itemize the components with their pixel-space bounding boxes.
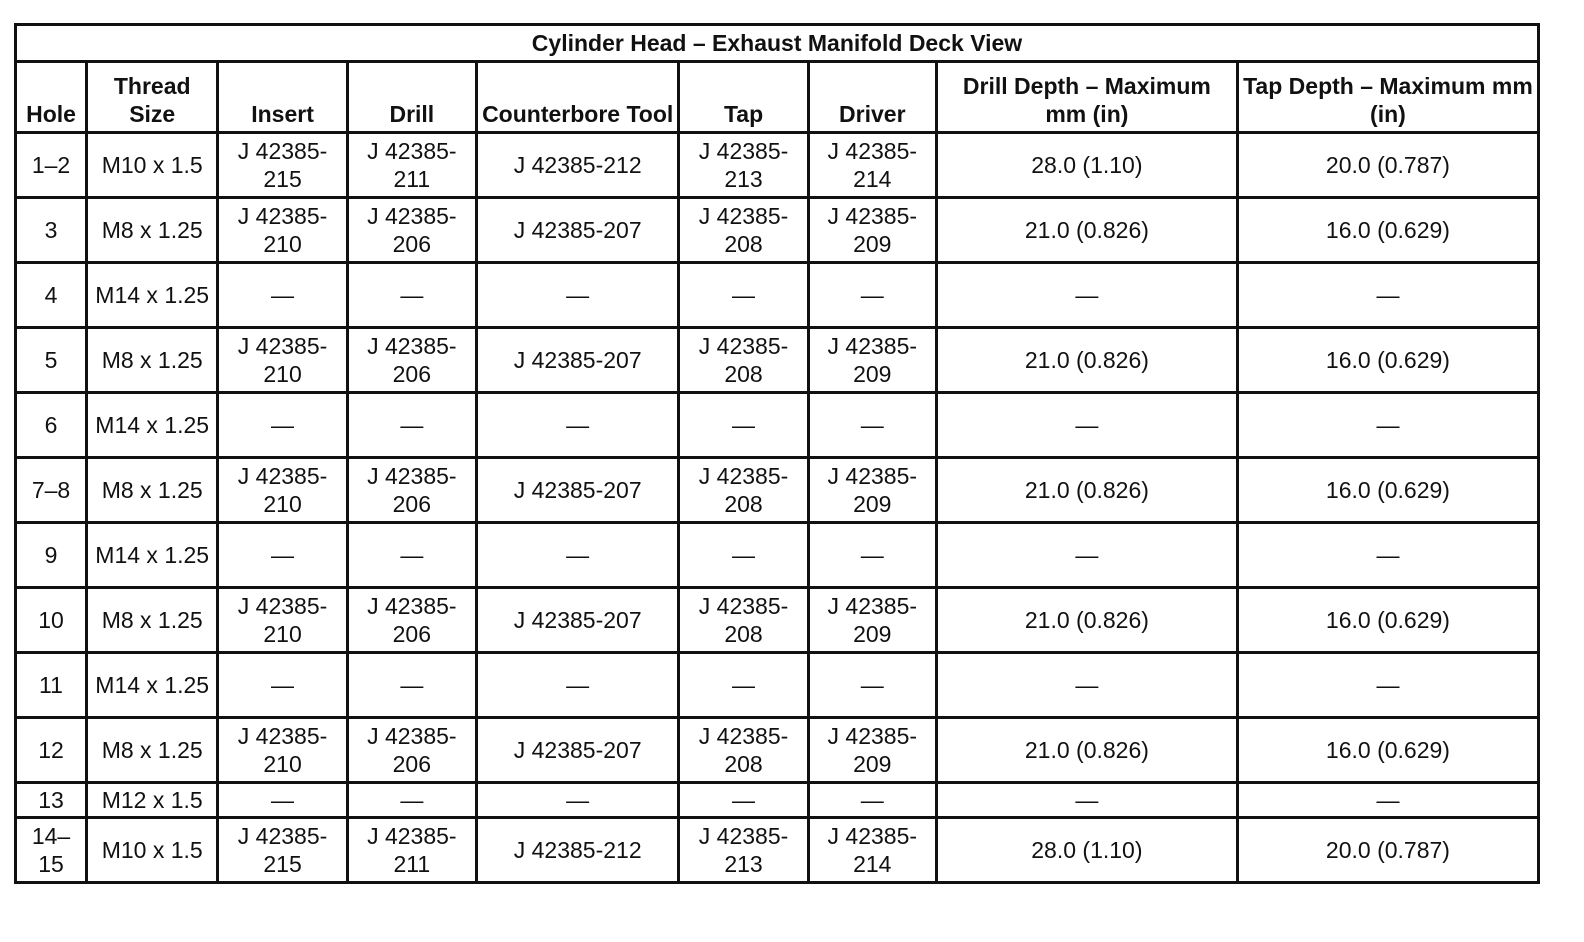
cell-thread-size: M8 x 1.25 xyxy=(87,198,218,263)
cell-insert: J 42385-210 xyxy=(218,198,347,263)
cell-drill-depth: — xyxy=(936,263,1237,328)
cell-thread-size: M14 x 1.25 xyxy=(87,653,218,718)
cell-drill-depth: 28.0 (1.10) xyxy=(936,133,1237,198)
spec-table xyxy=(14,23,1540,884)
cell-hole: 6 xyxy=(16,393,87,458)
cell-drill: J 42385-211 xyxy=(347,818,476,883)
cell-drill: J 42385-206 xyxy=(347,328,476,393)
cell-tap: — xyxy=(679,393,808,458)
table-row xyxy=(16,653,1539,718)
cell-drill-depth: — xyxy=(936,523,1237,588)
cell-counterbore-tool: — xyxy=(476,783,678,818)
cell-insert: — xyxy=(218,653,347,718)
table-row xyxy=(16,133,1539,198)
header-tap-depth: Tap Depth – Maximum mm (in) xyxy=(1237,62,1538,133)
cell-tap-depth: — xyxy=(1237,653,1538,718)
cell-tap-depth: 16.0 (0.629) xyxy=(1237,198,1538,263)
header-tap: Tap xyxy=(679,62,808,133)
cell-thread-size: M10 x 1.5 xyxy=(87,818,218,883)
cell-counterbore-tool: J 42385-207 xyxy=(476,328,678,393)
cell-tap: J 42385-208 xyxy=(679,328,808,393)
cell-driver: — xyxy=(808,653,936,718)
cell-hole: 9 xyxy=(16,523,87,588)
cell-tap-depth: 16.0 (0.629) xyxy=(1237,458,1538,523)
cell-tap: — xyxy=(679,523,808,588)
cell-insert: J 42385-210 xyxy=(218,328,347,393)
table-row xyxy=(16,393,1539,458)
table-row xyxy=(16,588,1539,653)
cell-counterbore-tool: J 42385-207 xyxy=(476,198,678,263)
cell-counterbore-tool: J 42385-207 xyxy=(476,458,678,523)
cell-tap-depth: — xyxy=(1237,393,1538,458)
cell-drill: — xyxy=(347,393,476,458)
cell-tap-depth: — xyxy=(1237,783,1538,818)
cell-drill-depth: — xyxy=(936,653,1237,718)
cell-drill: J 42385-206 xyxy=(347,198,476,263)
cell-counterbore-tool: — xyxy=(476,653,678,718)
cell-thread-size: M8 x 1.25 xyxy=(87,458,218,523)
cell-thread-size: M10 x 1.5 xyxy=(87,133,218,198)
cell-drill-depth: 21.0 (0.826) xyxy=(936,588,1237,653)
cell-hole: 7–8 xyxy=(16,458,87,523)
header-insert: Insert xyxy=(218,62,347,133)
cell-drill-depth: — xyxy=(936,393,1237,458)
table-body xyxy=(16,133,1539,883)
cell-thread-size: M8 x 1.25 xyxy=(87,588,218,653)
cell-tap-depth: 16.0 (0.629) xyxy=(1237,588,1538,653)
cell-counterbore-tool: J 42385-207 xyxy=(476,588,678,653)
cell-drill-depth: 21.0 (0.826) xyxy=(936,328,1237,393)
cell-insert: J 42385-210 xyxy=(218,458,347,523)
table-row xyxy=(16,263,1539,328)
cell-driver: — xyxy=(808,523,936,588)
cell-tap-depth: — xyxy=(1237,523,1538,588)
cell-drill: J 42385-206 xyxy=(347,718,476,783)
cell-hole: 14–15 xyxy=(16,818,87,883)
header-drill: Drill xyxy=(347,62,476,133)
header-hole: Hole xyxy=(16,62,87,133)
cell-counterbore-tool: J 42385-212 xyxy=(476,818,678,883)
cell-drill-depth: — xyxy=(936,783,1237,818)
cell-thread-size: M8 x 1.25 xyxy=(87,718,218,783)
cell-insert: J 42385-210 xyxy=(218,588,347,653)
header-thread-size: Thread Size xyxy=(87,62,218,133)
spec-table-container xyxy=(14,23,1540,884)
cell-driver: J 42385-209 xyxy=(808,588,936,653)
cell-counterbore-tool: — xyxy=(476,263,678,328)
cell-hole: 5 xyxy=(16,328,87,393)
cell-tap: J 42385-213 xyxy=(679,133,808,198)
cell-tap: J 42385-208 xyxy=(679,588,808,653)
cell-tap: J 42385-208 xyxy=(679,718,808,783)
cell-hole: 10 xyxy=(16,588,87,653)
table-row xyxy=(16,328,1539,393)
cell-hole: 1–2 xyxy=(16,133,87,198)
table-row xyxy=(16,198,1539,263)
cell-driver: — xyxy=(808,783,936,818)
cell-counterbore-tool: J 42385-207 xyxy=(476,718,678,783)
cell-driver: J 42385-209 xyxy=(808,458,936,523)
cell-thread-size: M12 x 1.5 xyxy=(87,783,218,818)
cell-driver: J 42385-214 xyxy=(808,133,936,198)
cell-driver: J 42385-209 xyxy=(808,198,936,263)
cell-tap-depth: 16.0 (0.629) xyxy=(1237,328,1538,393)
table-row xyxy=(16,783,1539,818)
cell-tap: — xyxy=(679,263,808,328)
cell-drill: J 42385-211 xyxy=(347,133,476,198)
cell-counterbore-tool: — xyxy=(476,523,678,588)
cell-driver: — xyxy=(808,393,936,458)
cell-insert: J 42385-215 xyxy=(218,133,347,198)
cell-thread-size: M14 x 1.25 xyxy=(87,393,218,458)
cell-insert: — xyxy=(218,393,347,458)
cell-drill: J 42385-206 xyxy=(347,588,476,653)
cell-drill: — xyxy=(347,653,476,718)
cell-drill: — xyxy=(347,523,476,588)
table-row xyxy=(16,818,1539,883)
cell-drill-depth: 21.0 (0.826) xyxy=(936,458,1237,523)
cell-tap: J 42385-208 xyxy=(679,458,808,523)
cell-drill-depth: 21.0 (0.826) xyxy=(936,718,1237,783)
header-counterbore-tool: Counterbore Tool xyxy=(476,62,678,133)
cell-drill: — xyxy=(347,783,476,818)
cell-tap-depth: — xyxy=(1237,263,1538,328)
cell-drill: — xyxy=(347,263,476,328)
cell-counterbore-tool: J 42385-212 xyxy=(476,133,678,198)
cell-insert: — xyxy=(218,783,347,818)
cell-tap-depth: 20.0 (0.787) xyxy=(1237,818,1538,883)
cell-hole: 11 xyxy=(16,653,87,718)
cell-driver: J 42385-209 xyxy=(808,718,936,783)
cell-insert: J 42385-210 xyxy=(218,718,347,783)
cell-driver: — xyxy=(808,263,936,328)
cell-tap: J 42385-208 xyxy=(679,198,808,263)
cell-insert: — xyxy=(218,523,347,588)
header-drill-depth: Drill Depth – Maximum mm (in) xyxy=(936,62,1237,133)
cell-driver: J 42385-209 xyxy=(808,328,936,393)
cell-hole: 13 xyxy=(16,783,87,818)
cell-drill-depth: 28.0 (1.10) xyxy=(936,818,1237,883)
cell-tap-depth: 20.0 (0.787) xyxy=(1237,133,1538,198)
table-row xyxy=(16,523,1539,588)
cell-hole: 4 xyxy=(16,263,87,328)
cell-insert: J 42385-215 xyxy=(218,818,347,883)
cell-thread-size: M14 x 1.25 xyxy=(87,523,218,588)
table-header-row xyxy=(16,62,1539,133)
table-row xyxy=(16,718,1539,783)
cell-insert: — xyxy=(218,263,347,328)
cell-driver: J 42385-214 xyxy=(808,818,936,883)
header-driver: Driver xyxy=(808,62,936,133)
cell-thread-size: M8 x 1.25 xyxy=(87,328,218,393)
table-row xyxy=(16,458,1539,523)
cell-tap: — xyxy=(679,783,808,818)
cell-tap-depth: 16.0 (0.629) xyxy=(1237,718,1538,783)
cell-hole: 12 xyxy=(16,718,87,783)
cell-counterbore-tool: — xyxy=(476,393,678,458)
cell-hole: 3 xyxy=(16,198,87,263)
cell-drill: J 42385-206 xyxy=(347,458,476,523)
cell-thread-size: M14 x 1.25 xyxy=(87,263,218,328)
cell-drill-depth: 21.0 (0.826) xyxy=(936,198,1237,263)
cell-tap: — xyxy=(679,653,808,718)
table-title-row xyxy=(16,25,1539,62)
cell-tap: J 42385-213 xyxy=(679,818,808,883)
table-title: Cylinder Head – Exhaust Manifold Deck View xyxy=(16,25,1539,62)
